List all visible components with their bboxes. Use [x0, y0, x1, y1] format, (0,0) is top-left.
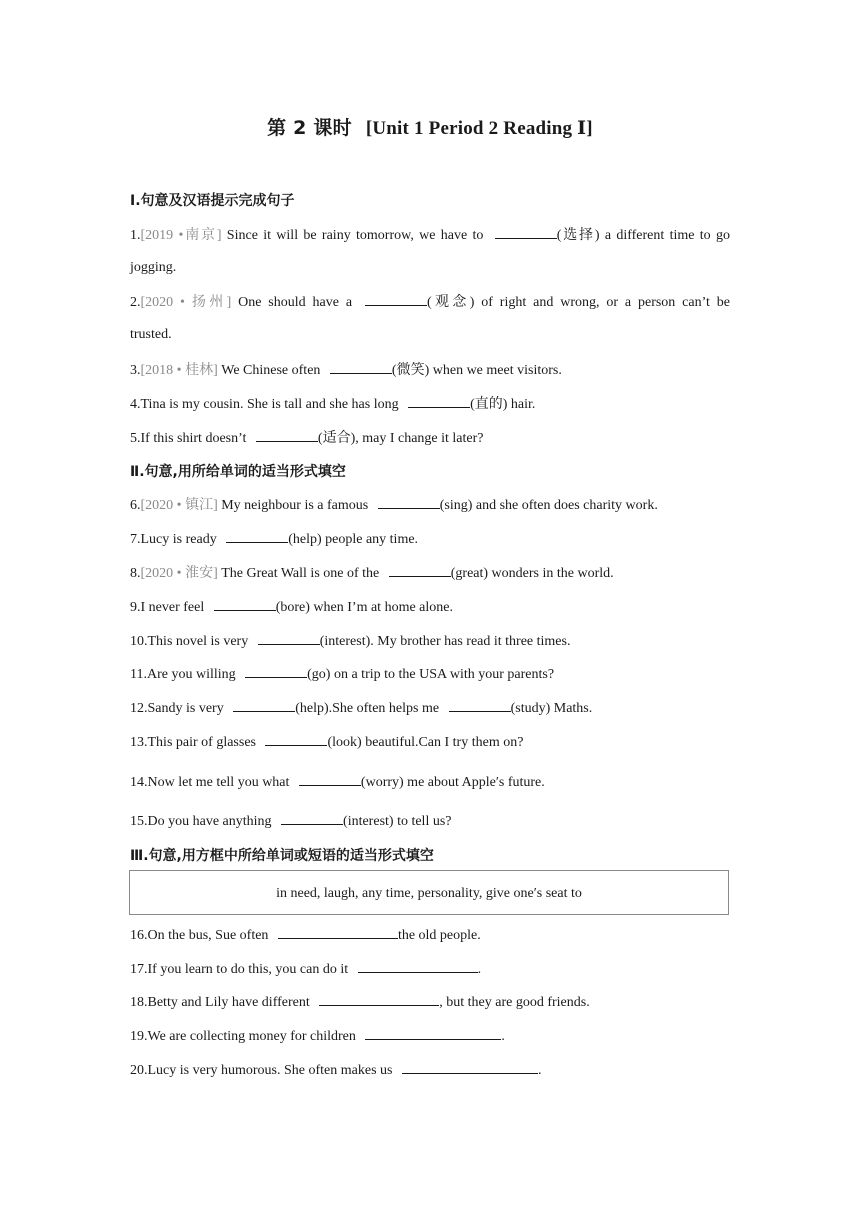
answer-blank[interactable] — [449, 698, 511, 712]
answer-blank[interactable] — [358, 959, 478, 973]
word-box: in need, laugh, any time, personality, give one′s seat to — [129, 870, 729, 915]
question-11: 11.Are you willing (go) on a trip to the USA with your parents? — [130, 664, 730, 684]
question-1: 1.[2019 •南京] Since it will be rainy tomorrow, we have to (选择) a different time to go — [130, 225, 730, 245]
answer-blank[interactable] — [495, 225, 557, 239]
answer-blank[interactable] — [365, 1026, 501, 1040]
question-13: 13.This pair of glasses (look) beautiful.Can I try them on? — [130, 732, 730, 752]
question-10: 10.This novel is very (interest). My brother has read it three times. — [130, 631, 730, 651]
question-7: 7.Lucy is ready (help) people any time. — [130, 529, 730, 549]
question-1-cont: jogging. — [130, 260, 177, 275]
answer-blank[interactable] — [378, 495, 440, 509]
question-18: 18.Betty and Lily have different , but they are good friends. — [130, 992, 730, 1012]
question-source: [2020 • 扬州] — [140, 295, 232, 310]
answer-blank[interactable] — [319, 992, 439, 1006]
answer-blank[interactable] — [245, 664, 307, 678]
question-source: [2019 •南京] — [140, 228, 222, 243]
question-source: [2020 • 镇江] — [140, 498, 218, 513]
answer-blank[interactable] — [299, 772, 361, 786]
section-1-heading: Ⅰ.句意及汉语提示完成句子 — [130, 193, 295, 209]
answer-blank[interactable] — [281, 811, 343, 825]
answer-blank[interactable] — [265, 732, 327, 746]
answer-blank[interactable] — [402, 1060, 538, 1074]
question-source: [2018 • 桂林] — [140, 363, 218, 378]
title-unit: [Unit 1 Period 2 Reading Ⅰ] — [365, 118, 593, 139]
question-20: 20.Lucy is very humorous. She often makes us . — [130, 1060, 730, 1080]
answer-blank[interactable] — [389, 563, 451, 577]
question-4: 4.Tina is my cousin. She is tall and she has long (直的) hair. — [130, 394, 730, 414]
answer-blank[interactable] — [233, 698, 295, 712]
section-3-heading: Ⅲ.句意,用方框中所给单词或短语的适当形式填空 — [130, 848, 434, 864]
answer-blank[interactable] — [258, 631, 320, 645]
answer-blank[interactable] — [226, 529, 288, 543]
answer-blank[interactable] — [330, 360, 392, 374]
question-2-cont: trusted. — [130, 327, 172, 342]
question-15: 15.Do you have anything (interest) to tell us? — [130, 811, 730, 831]
question-14: 14.Now let me tell you what (worry) me about Apple′s future. — [130, 772, 730, 792]
title-lesson: 第 2 课时 — [267, 117, 352, 139]
question-12: 12.Sandy is very (help).She often helps me (study) Maths. — [130, 698, 730, 718]
question-16: 16.On the bus, Sue often the old people. — [130, 925, 730, 945]
answer-blank[interactable] — [214, 597, 276, 611]
question-19: 19.We are collecting money for children . — [130, 1026, 730, 1046]
question-8: 8.[2020 • 淮安] The Great Wall is one of the (great) wonders in the world. — [130, 563, 730, 583]
question-9: 9.I never feel (bore) when I’m at home alone. — [130, 597, 730, 617]
question-6: 6.[2020 • 镇江] My neighbour is a famous (sing) and she often does charity work. — [130, 495, 730, 515]
question-source: [2020 • 淮安] — [140, 566, 218, 581]
question-3: 3.[2018 • 桂林] We Chinese often (微笑) when we meet visitors. — [130, 360, 730, 380]
answer-blank[interactable] — [408, 394, 470, 408]
answer-blank[interactable] — [365, 292, 427, 306]
question-2: 2.[2020 • 扬州] One should have a (观念) of right and wrong, or a person can’t be — [130, 292, 730, 312]
section-2-heading: Ⅱ.句意,用所给单词的适当形式填空 — [130, 464, 346, 480]
answer-blank[interactable] — [256, 428, 318, 442]
answer-blank[interactable] — [278, 925, 398, 939]
question-5: 5.If this shirt doesn’t (适合), may I change it later? — [130, 428, 730, 448]
question-17: 17.If you learn to do this, you can do it . — [130, 959, 730, 979]
page-title — [0, 113, 860, 140]
